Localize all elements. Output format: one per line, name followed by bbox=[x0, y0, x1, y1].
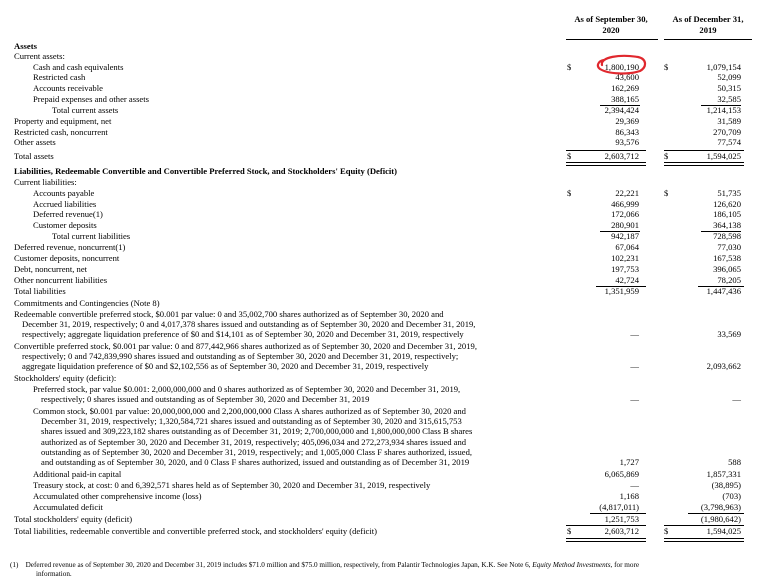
value-2019: 186,105 bbox=[713, 209, 741, 219]
row-customer-deposits-noncurrent bbox=[0, 253, 771, 264]
row-label: Total current liabilities bbox=[52, 231, 131, 241]
column-header-line2: 2019 bbox=[699, 25, 717, 35]
footnote-note-title: Equity Method Investments bbox=[532, 561, 611, 569]
row-aoci bbox=[0, 491, 771, 502]
value-2020: (4,817,011) bbox=[599, 502, 639, 512]
double-rule bbox=[664, 538, 744, 542]
value-2019: 1,857,331 bbox=[706, 469, 741, 479]
row-label-line: Redeemable convertible preferred stock, $0.001 par value: 0 and 35,002,700 shares authorized as of September 30, 2020 and bbox=[14, 309, 444, 319]
column-header-line1: As of September 30, bbox=[574, 14, 648, 24]
red-circle-annotation bbox=[594, 53, 648, 75]
row-label: Customer deposits bbox=[33, 220, 97, 230]
value-2019: 1,079,154 bbox=[706, 62, 741, 72]
value-2020: 2,603,712 bbox=[604, 526, 639, 536]
row-label-line: shares issued and 309,223,182 shares outstanding as of December 31, 2019; 2,700,000,000 and 1,800,000,000 Class B shares bbox=[41, 426, 473, 437]
row-label: Accrued liabilities bbox=[33, 199, 97, 209]
row-total-assets bbox=[0, 151, 771, 162]
row-commitments bbox=[0, 298, 771, 309]
row-stockholders-equity-heading bbox=[0, 373, 771, 384]
row-label: Customer deposits, noncurrent bbox=[14, 253, 120, 263]
row-apic bbox=[0, 469, 771, 480]
value-2020: 29,369 bbox=[615, 116, 639, 126]
row-other-noncurrent-liabilities bbox=[0, 275, 771, 286]
currency-symbol: $ bbox=[664, 188, 669, 198]
value-2020: 86,343 bbox=[615, 127, 639, 137]
row-label: Treasury stock, at cost: 0 and 6,392,571 shares held as of September 30, 2020 and December 31, 2019, respectively bbox=[33, 480, 431, 490]
value-2020: 43,600 bbox=[615, 72, 639, 82]
value-2020: 1,168 bbox=[619, 491, 639, 501]
value-2019: 52,099 bbox=[717, 72, 741, 82]
row-debt-noncurrent bbox=[0, 264, 771, 275]
column-header-sep-2020 bbox=[556, 14, 666, 36]
value-2020: 1,251,753 bbox=[604, 514, 639, 524]
footnote-line2: information. bbox=[36, 570, 72, 578]
row-label: Total assets bbox=[14, 151, 54, 161]
row-label: Accounts payable bbox=[33, 188, 95, 198]
row-label: Prepaid expenses and other assets bbox=[33, 94, 149, 104]
currency-symbol: $ bbox=[567, 188, 572, 198]
row-accumulated-deficit bbox=[0, 502, 771, 513]
row-convertible-preferred bbox=[0, 341, 771, 373]
row-label-line: aggregate liquidation preference of $0 and $2,102,556 as of September 30, 2020 and December 31, 2019, respectively bbox=[22, 361, 429, 372]
row-label: Debt, noncurrent, net bbox=[14, 264, 88, 274]
subsection-heading: Stockholders' equity (deficit): bbox=[14, 373, 117, 383]
value-2020: — bbox=[630, 361, 639, 372]
value-2019: 32,585 bbox=[717, 94, 741, 104]
row-accounts-receivable bbox=[0, 83, 771, 94]
row-label: Commitments and Contingencies (Note 8) bbox=[14, 298, 160, 308]
value-2019: 588 bbox=[728, 457, 741, 467]
value-2020: 93,576 bbox=[615, 137, 639, 147]
value-2020: 1,351,959 bbox=[604, 286, 639, 296]
value-2019: 728,598 bbox=[713, 231, 741, 241]
value-2019: 31,589 bbox=[717, 116, 741, 126]
row-label-line: respectively; 0 shares issued and outstanding as of September 30, 2020 and December 31, 2019 bbox=[41, 394, 370, 405]
row-accounts-payable bbox=[0, 188, 771, 199]
column-header-line1: As of December 31, bbox=[672, 14, 744, 24]
row-deferred-revenue-noncurrent bbox=[0, 242, 771, 253]
row-label: Cash and cash equivalents bbox=[33, 62, 124, 72]
value-2020: 197,753 bbox=[611, 264, 639, 274]
double-rule bbox=[566, 538, 646, 542]
row-total-current-liabilities bbox=[0, 231, 771, 242]
value-2019: 78,205 bbox=[717, 275, 741, 285]
value-2019: 1,594,025 bbox=[706, 526, 741, 536]
value-2019: 364,138 bbox=[713, 220, 741, 230]
currency-symbol: $ bbox=[567, 62, 572, 72]
row-prepaid bbox=[0, 94, 771, 105]
value-2019: 167,538 bbox=[713, 253, 741, 263]
value-2019: 2,093,662 bbox=[706, 361, 741, 372]
row-label: Accumulated other comprehensive income (loss) bbox=[33, 491, 202, 501]
row-label-line: Common stock, $0.001 par value: 20,000,000,000 and 2,200,000,000 Class A shares authorized as of September 30, 2020 and bbox=[33, 406, 466, 416]
value-2020: 162,269 bbox=[611, 83, 639, 93]
value-2019: — bbox=[732, 394, 741, 405]
row-label-line: December 31, 2019, respectively; 0 and 4,017,378 shares issued and outstanding as of September 30, 2020 and December 31, 2019, bbox=[22, 319, 476, 330]
row-label: Other assets bbox=[14, 137, 56, 147]
value-2019: 1,594,025 bbox=[706, 151, 741, 161]
value-2020: 42,724 bbox=[615, 275, 639, 285]
column-header-dec-2019 bbox=[658, 14, 758, 36]
row-ppe bbox=[0, 116, 771, 127]
value-2020: 67,064 bbox=[615, 242, 639, 252]
value-2019: 33,569 bbox=[717, 329, 741, 340]
row-label-line: authorized as of September 30, 2020 and December 31, 2019, respectively; 405,096,034 and 272,273,934 shares issued and bbox=[41, 436, 467, 447]
currency-symbol: $ bbox=[664, 151, 669, 161]
row-label: Restricted cash, noncurrent bbox=[14, 127, 108, 137]
row-label-line: respectively; aggregate liquidation preference of $0 and $14,101 as of September 30, 2020 and December 31, 2019, respectively bbox=[22, 329, 464, 340]
row-preferred-stock bbox=[0, 384, 771, 406]
row-current-liabilities bbox=[0, 177, 771, 188]
value-2020: 280,901 bbox=[611, 220, 639, 230]
value-2020: 1,800,190 bbox=[604, 62, 639, 72]
row-total-stockholders-equity bbox=[0, 514, 771, 525]
row-current-assets bbox=[0, 51, 771, 62]
currency-symbol: $ bbox=[567, 151, 572, 161]
row-liabilities-heading bbox=[0, 166, 771, 177]
value-2019: 77,030 bbox=[717, 242, 741, 252]
value-2019: (703) bbox=[722, 491, 741, 501]
row-label: Deferred revenue, noncurrent(1) bbox=[14, 242, 126, 252]
value-2020: 1,727 bbox=[619, 457, 639, 467]
row-label: Deferred revenue(1) bbox=[33, 209, 103, 219]
value-2019: 1,447,436 bbox=[706, 286, 741, 296]
row-label-line: Convertible preferred stock, $0.001 par value: 0 and 877,442,966 shares authorized as of September 30, 2020 and December 31, 2019, bbox=[14, 341, 477, 351]
row-total-liabilities-and-equity bbox=[0, 526, 771, 537]
row-label: Total current assets bbox=[52, 105, 119, 115]
footnote-tail: , for more bbox=[610, 561, 640, 569]
value-2020: — bbox=[630, 329, 639, 340]
value-2020: 388,165 bbox=[611, 94, 639, 104]
row-label-line: Preferred stock, par value $0.001: 2,000,000,000 and 0 shares authorized as of September 30, 2020 and December 31, 2019, bbox=[33, 384, 461, 394]
value-2019: (3,798,963) bbox=[700, 502, 741, 512]
row-label-line: December 31, 2019, respectively; 1,320,584,721 shares issued and outstanding as of September 30, 2020 and 315,615,753 bbox=[41, 416, 462, 427]
value-2020: 2,603,712 bbox=[604, 151, 639, 161]
header-underline bbox=[566, 39, 658, 40]
currency-symbol: $ bbox=[664, 62, 669, 72]
currency-symbol: $ bbox=[664, 526, 669, 536]
currency-symbol: $ bbox=[567, 526, 572, 536]
section-heading: Assets bbox=[14, 41, 37, 51]
row-label: Total liabilities, redeemable convertible and convertible preferred stock, and stockholders' equity (deficit) bbox=[14, 526, 377, 536]
header-underline bbox=[664, 39, 752, 40]
row-common-stock bbox=[0, 406, 771, 468]
value-2020: 2,394,424 bbox=[604, 105, 639, 115]
footnote bbox=[10, 561, 750, 579]
row-label: Additional paid-in capital bbox=[33, 469, 122, 479]
row-total-liabilities bbox=[0, 286, 771, 297]
row-redeemable-preferred bbox=[0, 309, 771, 341]
section-heading: Liabilities, Redeemable Convertible and Convertible Preferred Stock, and Stockholders' Equity (Deficit) bbox=[14, 166, 398, 176]
value-2019: 50,315 bbox=[717, 83, 741, 93]
row-total-current-assets bbox=[0, 105, 771, 116]
row-label: Other noncurrent liabilities bbox=[14, 275, 108, 285]
column-header-line2: 2020 bbox=[602, 25, 620, 35]
row-label: Restricted cash bbox=[33, 72, 86, 82]
value-2020: 102,231 bbox=[611, 253, 639, 263]
value-2020: 172,066 bbox=[611, 209, 639, 219]
value-2019: 77,574 bbox=[717, 137, 741, 147]
row-label-line: outstanding as of September 30, 2020 and December 31, 2019, respectively; and 1,005,000 Class F shares authorized, issued, bbox=[41, 446, 473, 457]
row-label: Total stockholders' equity (deficit) bbox=[14, 514, 133, 524]
footnote-marker: (1) bbox=[10, 561, 19, 569]
row-label-line: respectively; 0 and 742,839,990 shares issued and outstanding as of September 30, 2020 and December 31, 2019, respectively; bbox=[22, 351, 459, 362]
value-2020: — bbox=[630, 394, 639, 405]
value-2020: 942,187 bbox=[611, 231, 639, 241]
row-other-assets bbox=[0, 137, 771, 148]
value-2019: 1,214,153 bbox=[706, 105, 741, 115]
row-label: Total liabilities bbox=[14, 286, 66, 296]
row-label: Property and equipment, net bbox=[14, 116, 112, 126]
value-2020: 466,999 bbox=[611, 199, 639, 209]
value-2020: 22,221 bbox=[615, 188, 639, 198]
row-restricted-cash bbox=[0, 72, 771, 83]
value-2019: 51,735 bbox=[717, 188, 741, 198]
subsection-heading: Current liabilities: bbox=[14, 177, 77, 187]
row-label: Accumulated deficit bbox=[33, 502, 103, 512]
value-2020: 6,065,869 bbox=[604, 469, 639, 479]
row-label: Accounts receivable bbox=[33, 83, 103, 93]
row-treasury-stock bbox=[0, 480, 771, 491]
footnote-text: Deferred revenue as of September 30, 2020 and December 31, 2019 includes $71.0 million and $75.0 million, respectively, from Palantir Technologies Japan, K.K. See Note 6, bbox=[25, 561, 531, 569]
value-2019: (1,980,642) bbox=[700, 514, 741, 524]
value-2019: (38,895) bbox=[711, 480, 741, 490]
row-label-line: and outstanding as of September 30, 2020, and 0 Class F shares authorized, issued and outstanding as of December 31, 2019 bbox=[41, 457, 470, 467]
row-deferred-revenue bbox=[0, 209, 771, 220]
value-2019: 270,709 bbox=[713, 127, 741, 137]
value-2020: — bbox=[630, 480, 639, 490]
row-customer-deposits bbox=[0, 220, 771, 231]
subsection-heading: Current assets: bbox=[14, 51, 65, 61]
value-2019: 396,065 bbox=[713, 264, 741, 274]
value-2019: 126,620 bbox=[713, 199, 741, 209]
